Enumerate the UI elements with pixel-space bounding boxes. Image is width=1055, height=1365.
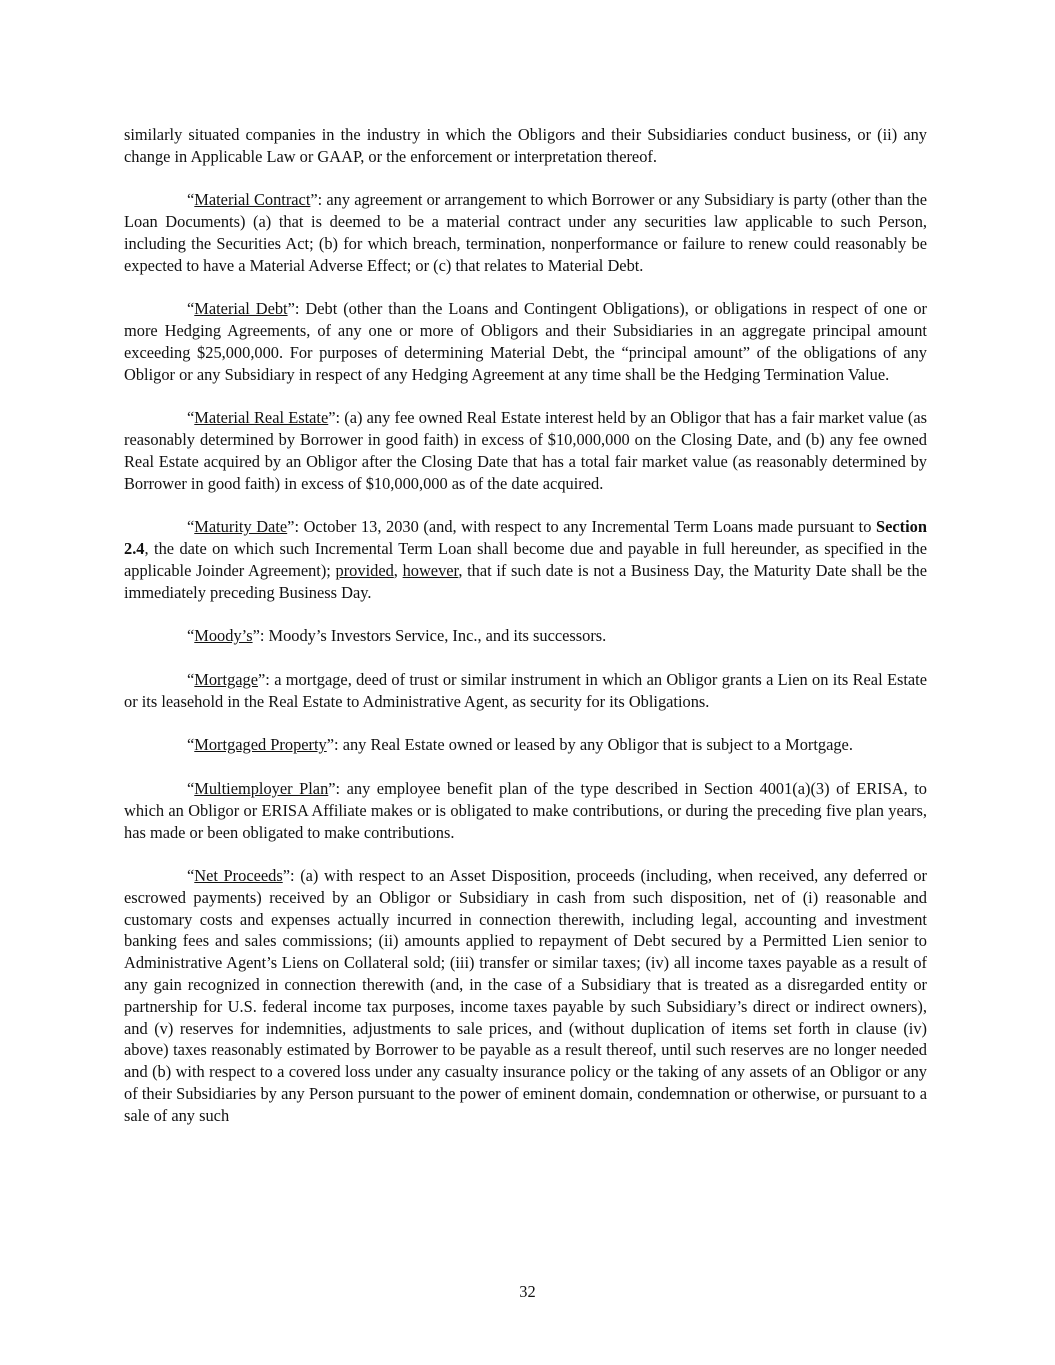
term-close: ”: (328, 778, 347, 798)
defined-term: Material Debt (194, 299, 288, 319)
definition-text: a mortgage, deed of trust or similar instrument in which an Obligor grants a Lien on its Real Estate or its leasehold in the Real Estate to Administrative Agent, as security for its Obligations. (124, 669, 928, 711)
intro-paragraph (124, 124, 927, 168)
definition-text: October 13, 2030 (and, with respect to any Incremental Term Loans made pursuant to (303, 517, 876, 537)
page-number: 32 (519, 1282, 536, 1301)
intro-text: similarly situated companies in the industry in which the Obligors and their Subsidiaries conduct business, or (ii) any change in Applicable Law or GAAP, or the enforcement or interpretation thereof. (124, 125, 927, 166)
definition-text: Moody’s Investors Service, Inc., and its successors. (268, 626, 607, 646)
open-quote: “ (187, 778, 195, 798)
definition-multiemployer-plan (124, 778, 927, 843)
definition-material-debt (124, 298, 927, 385)
defined-term: Material Real Estate (194, 408, 329, 428)
defined-term: Moody’s (194, 626, 253, 646)
definition-material-real-estate (124, 407, 927, 494)
open-quote: “ (187, 866, 195, 886)
defined-term: Multiemployer Plan (194, 778, 329, 798)
open-quote: “ (187, 517, 195, 537)
open-quote: “ (187, 408, 195, 428)
definition-mortgage (124, 669, 927, 713)
defined-term: Mortgaged Property (194, 735, 327, 755)
definition-material-contract (124, 189, 927, 276)
defined-term: Maturity Date (194, 517, 288, 537)
defined-term: Material Contract (194, 190, 311, 210)
however-keyword: however (402, 560, 459, 580)
section-reference: Section 2.4 (124, 517, 927, 559)
term-close: ”: (287, 299, 306, 319)
definition-text: any employee benefit plan of the type described in Section 4001(a)(3) of ERISA, to which an Obligor or ERISA Affiliate makes or is obligated to make contributions, or during the preceding five plan years, has made or been obligated to make contributions. (124, 778, 927, 842)
open-quote: “ (187, 190, 195, 210)
defined-term: Mortgage (194, 669, 259, 689)
term-close: ”: (252, 626, 269, 646)
definition-text: any Real Estate owned or leased by any Obligor that is subject to a Mortgage. (342, 735, 853, 755)
separator: , (393, 560, 403, 580)
term-close: ”: (258, 669, 275, 689)
open-quote: “ (187, 735, 195, 755)
definition-net-proceeds (124, 865, 927, 1127)
definition-maturity-date (124, 516, 927, 603)
definition-text: , the date on which such Incremental Term Loan shall become due and payable in full hereunder, as specified in the applicable Joinder Agreement); (124, 539, 927, 580)
provided-keyword: provided (335, 560, 394, 580)
term-close: ”: (287, 517, 304, 537)
document-page (124, 124, 927, 1148)
defined-term: Net Proceeds (194, 866, 283, 886)
definition-mortgaged-property (124, 734, 927, 756)
definition-text: any agreement or arrangement to which Borrower or any Subsidiary is party (other than the Loan Documents) (a) that is deemed to be a material contract under any securities law applicable to such Person, including the Securities Act; (b) for which breach, termination, nonperformance or failure to renew could reasonably be expected to have a Material Adverse Effect; or (c) that relates to Material Debt. (124, 190, 927, 275)
definition-text: (a) any fee owned Real Estate interest held by an Obligor that has a fair market value (as reasonably determined by Borrower in good faith) in excess of $10,000,000 on the Closing Date, and (b) any fee owned Real Estate acquired by an Obligor after the Closing Date that has a total fair market value (as reasonably determined by Borrower in good faith) in excess of $10,000,000 as of the date acquired. (124, 408, 927, 493)
term-close: ”: (326, 735, 343, 755)
term-close: ”: (328, 408, 345, 428)
term-close: ”: (310, 190, 327, 210)
definition-moodys (124, 625, 927, 647)
open-quote: “ (187, 626, 195, 646)
definition-text: Debt (other than the Loans and Contingent Obligations), or obligations in respect of one or more Hedging Agreements, of any one or more of Obligors and their Subsidiaries in an aggregate principal amount exceeding $25,000,000. For purposes of determining Material Debt, the “principal amount” of the obligations of any Obligor or any Subsidiary in respect of any Hedging Agreement at any time shall be the Hedging Termination Value. (124, 299, 927, 384)
definition-text: (a) with respect to an Asset Disposition, proceeds (including, when received, any deferred or escrowed payments) received by an Obligor or Subsidiary in cash from such disposition, net of (i) reasonable and customary costs and expenses actually incurred in connection therewith, including legal, accounting and investment banking fees and sales commissions; (ii) amounts applied to repayment of Debt secured by a Permitted Lien senior to Administrative Agent’s Liens on Collateral sold; (iii) transfer or similar taxes; (iv) all income taxes payable as a result of any gain recognized in connection therewith (and, in the case of a Subsidiary that is treated as a disregarded entity or partnership for U.S. federal income tax purposes, income taxes payable by such Subsidiary’s direct or indirect owners), and (v) reserves for indemnities, adjustments to sale prices, and (without duplication of items set forth in clause (iv) above) taxes reasonably estimated by Borrower to be payable as a result thereof, until such reserves are no longer needed and (b) with respect to a covered loss under any casualty insurance policy or the taking of any assets of an Obligor or any of their Subsidiaries by any Person pursuant to the power of eminent domain, condemnation or otherwise, or pursuant to a sale of any such (124, 866, 928, 1125)
open-quote: “ (187, 299, 195, 319)
definition-text: , that if such date is not a Business Day, the Maturity Date shall be the immediately preceding Business Day. (124, 560, 927, 602)
term-close: ”: (282, 866, 301, 886)
open-quote: “ (187, 669, 195, 689)
